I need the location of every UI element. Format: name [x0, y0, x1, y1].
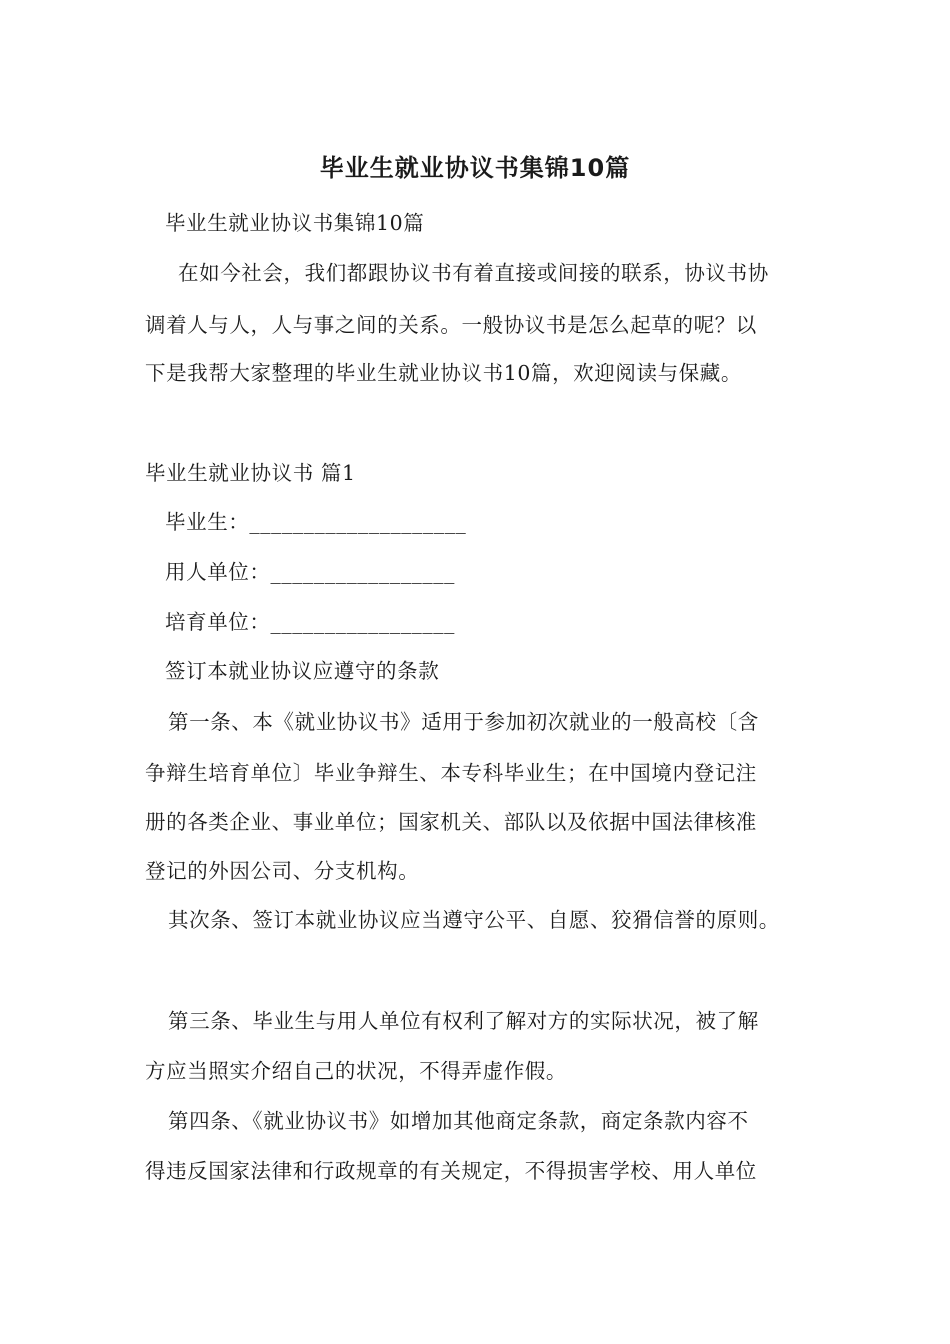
clause1-line-3: 册的各类企业、事业单位；国家机关、部队以及依据中国法律核准	[145, 810, 757, 834]
intro-line-3: 下是我帮大家整理的毕业生就业协议书10篇，欢迎阅读与保藏。	[145, 361, 742, 385]
intro-line-2: 调着人与人，人与事之间的关系。一般协议书是怎么起草的呢？以	[145, 313, 757, 337]
subtitle: 毕业生就业协议书集锦10篇	[165, 211, 425, 235]
clause4-line-2: 得违反国家法律和行政规章的有关规定，不得损害学校、用人单位	[145, 1159, 757, 1183]
clause2-line: 其次条、签订本就业协议应当遵守公平、自愿、狡猾信誉的原则。	[168, 908, 780, 932]
clause3-line-2: 方应当照实介绍自己的状况，不得弄虚作假。	[145, 1059, 567, 1083]
document-title: 毕业生就业协议书集锦10篇	[319, 154, 631, 182]
clause1-line-4: 登记的外因公司、分支机构。	[145, 859, 420, 883]
field-training-unit: 培育单位：_________________	[165, 610, 455, 634]
clause1-line-2: 争辩生培育单位〕毕业争辩生、本专科毕业生；在中国境内登记注	[145, 761, 757, 785]
section-heading: 毕业生就业协议书 篇1	[145, 461, 356, 485]
clauses-heading: 签订本就业协议应遵守的条款	[165, 659, 440, 683]
clause1-line-1: 第一条、本《就业协议书》适用于参加初次就业的一般高校〔含	[168, 710, 759, 734]
clause4-line-1: 第四条、《就业协议书》如增加其他商定条款，商定条款内容不	[168, 1109, 749, 1133]
field-graduate: 毕业生：____________________	[165, 510, 467, 534]
intro-line-1: 在如今社会，我们都跟协议书有着直接或间接的联系，协议书协	[178, 261, 769, 285]
field-employer: 用人单位：_________________	[165, 560, 455, 584]
clause3-line-1: 第三条、毕业生与用人单位有权利了解对方的实际状况，被了解	[168, 1009, 759, 1033]
